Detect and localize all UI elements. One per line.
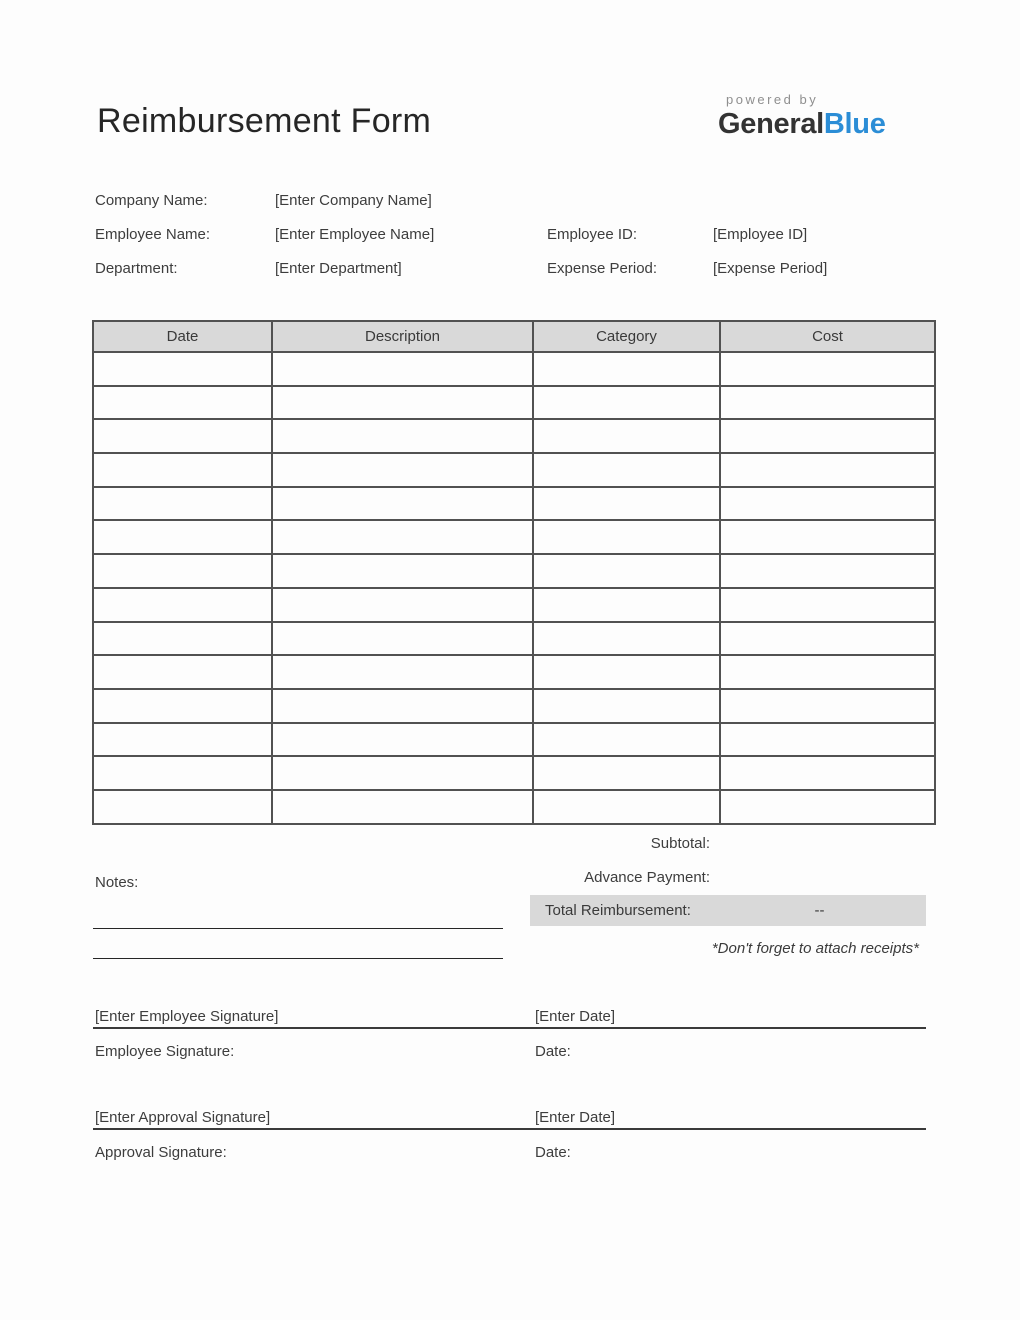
total-reimbursement-row <box>530 895 926 926</box>
table-cell-cost[interactable] <box>720 352 935 386</box>
table-cell-description[interactable] <box>272 689 533 723</box>
table-cell-category[interactable] <box>533 419 720 453</box>
employee-signature-label: Employee Signature: <box>95 1043 235 1060</box>
employee-signature-field[interactable]: [Enter Employee Signature] <box>95 1008 279 1025</box>
table-cell-category[interactable] <box>533 453 720 487</box>
total-reimbursement-value: -- <box>814 902 825 919</box>
table-cell-cost[interactable] <box>720 790 935 824</box>
category-column-header: Category <box>533 321 720 352</box>
table-cell-date[interactable] <box>93 790 272 824</box>
approval-signature-field[interactable]: [Enter Approval Signature] <box>95 1109 271 1126</box>
table-row <box>93 487 935 521</box>
table-cell-description[interactable] <box>272 487 533 521</box>
table-row <box>93 352 935 386</box>
table-cell-date[interactable] <box>93 386 272 420</box>
table-row <box>93 588 935 622</box>
table-cell-date[interactable] <box>93 588 272 622</box>
table-row <box>93 453 935 487</box>
table-cell-category[interactable] <box>533 588 720 622</box>
notes-line-1[interactable] <box>93 928 503 929</box>
department-field[interactable]: [Enter Department] <box>275 260 402 277</box>
table-cell-category[interactable] <box>533 756 720 790</box>
department-label: Department: <box>95 260 178 277</box>
table-cell-category[interactable] <box>533 520 720 554</box>
table-cell-cost[interactable] <box>720 622 935 656</box>
table-cell-description[interactable] <box>272 520 533 554</box>
expense-table-header <box>93 321 935 352</box>
table-cell-category[interactable] <box>533 352 720 386</box>
table-cell-category[interactable] <box>533 386 720 420</box>
attach-receipts-note: *Don't forget to attach receipts* <box>711 940 919 957</box>
table-cell-description[interactable] <box>272 453 533 487</box>
table-cell-category[interactable] <box>533 554 720 588</box>
table-cell-category[interactable] <box>533 655 720 689</box>
table-cell-date[interactable] <box>93 723 272 757</box>
table-cell-date[interactable] <box>93 756 272 790</box>
approval-signature-label: Approval Signature: <box>95 1144 227 1161</box>
expense-table <box>92 320 936 825</box>
table-cell-description[interactable] <box>272 655 533 689</box>
employee-signature-line <box>93 1027 926 1029</box>
table-cell-description[interactable] <box>272 386 533 420</box>
table-cell-cost[interactable] <box>720 756 935 790</box>
table-cell-description[interactable] <box>272 588 533 622</box>
approval-signature-date-field[interactable]: [Enter Date] <box>535 1109 616 1126</box>
table-cell-cost[interactable] <box>720 419 935 453</box>
table-cell-description[interactable] <box>272 756 533 790</box>
table-cell-description[interactable] <box>272 622 533 656</box>
header-row <box>93 321 935 352</box>
employee-id-field[interactable]: [Employee ID] <box>713 226 808 243</box>
employee-signature-date-field[interactable]: [Enter Date] <box>535 1008 616 1025</box>
table-row <box>93 419 935 453</box>
table-cell-cost[interactable] <box>720 689 935 723</box>
table-cell-date[interactable] <box>93 689 272 723</box>
table-row <box>93 723 935 757</box>
date-column-header: Date <box>93 321 272 352</box>
table-cell-date[interactable] <box>93 554 272 588</box>
page-title: Reimbursement Form <box>97 102 432 140</box>
notes-label: Notes: <box>95 874 139 891</box>
brand-wordmark <box>718 109 918 139</box>
table-row <box>93 386 935 420</box>
table-cell-category[interactable] <box>533 790 720 824</box>
employee-date-label: Date: <box>535 1043 571 1060</box>
brand-general: General <box>718 108 824 140</box>
table-row <box>93 520 935 554</box>
expense-period-field[interactable]: [Expense Period] <box>713 260 828 277</box>
table-cell-category[interactable] <box>533 689 720 723</box>
employee-id-label: Employee ID: <box>547 226 638 243</box>
company-name-field[interactable]: [Enter Company Name] <box>275 192 432 209</box>
table-cell-description[interactable] <box>272 790 533 824</box>
description-column-header: Description <box>272 321 533 352</box>
table-cell-cost[interactable] <box>720 386 935 420</box>
table-cell-cost[interactable] <box>720 655 935 689</box>
table-cell-category[interactable] <box>533 487 720 521</box>
table-cell-description[interactable] <box>272 723 533 757</box>
table-cell-cost[interactable] <box>720 723 935 757</box>
employee-name-label: Employee Name: <box>95 226 211 243</box>
table-cell-category[interactable] <box>533 723 720 757</box>
form-info-fields <box>95 192 926 294</box>
table-row <box>93 756 935 790</box>
table-cell-description[interactable] <box>272 419 533 453</box>
table-cell-description[interactable] <box>272 554 533 588</box>
approval-date-label: Date: <box>535 1144 571 1161</box>
table-row <box>93 790 935 824</box>
table-row <box>93 554 935 588</box>
subtotal-label: Subtotal: <box>650 835 710 852</box>
table-row <box>93 655 935 689</box>
table-cell-category[interactable] <box>533 622 720 656</box>
table-cell-date[interactable] <box>93 622 272 656</box>
table-cell-cost[interactable] <box>720 588 935 622</box>
table-cell-cost[interactable] <box>720 453 935 487</box>
table-cell-cost[interactable] <box>720 554 935 588</box>
table-row <box>93 622 935 656</box>
table-cell-cost[interactable] <box>720 520 935 554</box>
brand-blue: Blue <box>823 108 886 140</box>
cost-column-header: Cost <box>720 321 935 352</box>
advance-payment-label: Advance Payment: <box>584 869 710 886</box>
table-cell-date[interactable] <box>93 453 272 487</box>
employee-name-field[interactable]: [Enter Employee Name] <box>275 226 435 243</box>
generalblue-logo <box>718 92 918 139</box>
table-cell-cost[interactable] <box>720 487 935 521</box>
expense-period-label: Expense Period: <box>547 260 658 277</box>
table-cell-date[interactable] <box>93 655 272 689</box>
table-cell-description[interactable] <box>272 352 533 386</box>
table-cell-date[interactable] <box>93 520 272 554</box>
table-cell-date[interactable] <box>93 352 272 386</box>
total-reimbursement-label: Total Reimbursement: <box>545 902 691 919</box>
powered-by-text: powered by <box>726 92 819 107</box>
table-cell-date[interactable] <box>93 419 272 453</box>
table-row <box>93 689 935 723</box>
table-cell-date[interactable] <box>93 487 272 521</box>
company-name-label: Company Name: <box>95 192 208 209</box>
notes-line-2[interactable] <box>93 958 503 959</box>
approval-signature-line <box>93 1128 926 1130</box>
expense-table-body <box>93 352 935 824</box>
